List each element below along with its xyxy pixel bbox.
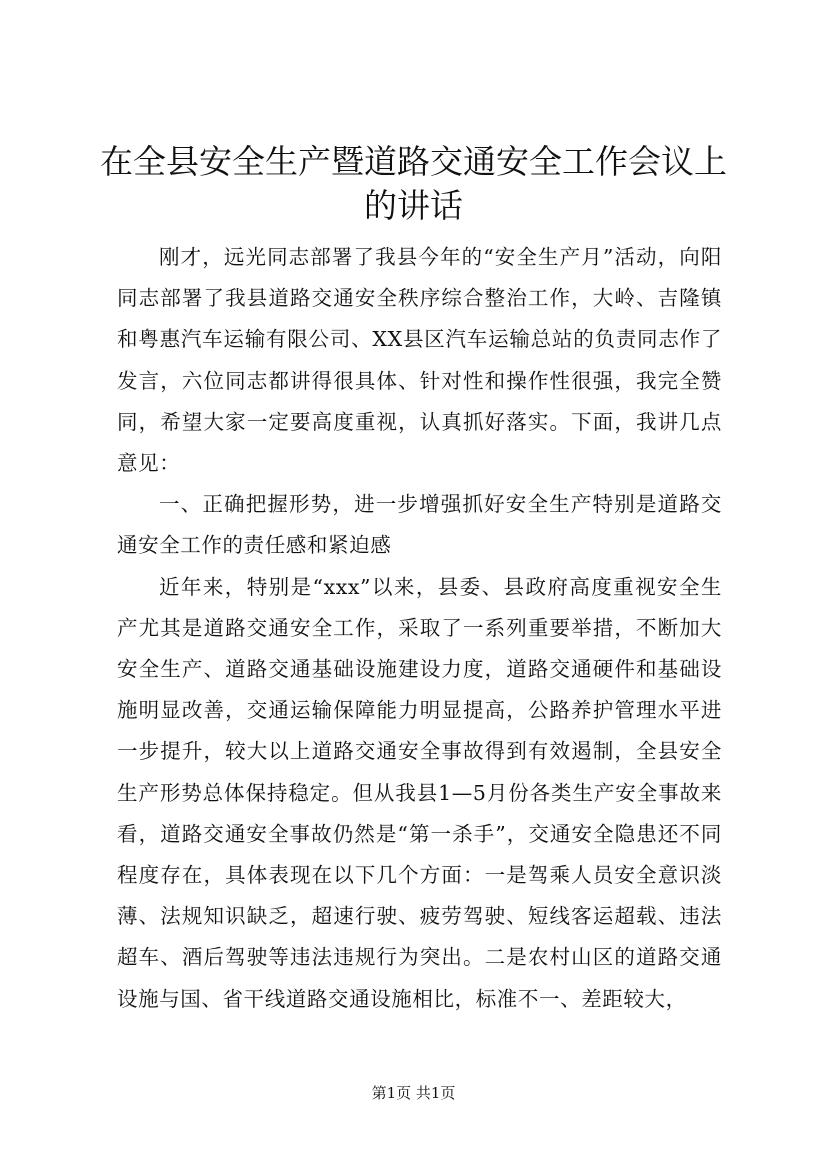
document-title: 在全县安全生产暨道路交通安全工作会议上的讲话 xyxy=(100,142,727,225)
page-footer: 第1页 共1页 xyxy=(371,1084,456,1102)
section-heading-1: 一、正确把握形势，进一步增强抓好安全生产特别是道路交通安全工作的责任感和紧迫感 xyxy=(117,492,722,558)
document-body xyxy=(117,237,722,1020)
paragraph-opening: 刚才，远光同志部署了我县今年的“安全生产月”活动，向阳同志部署了我县道路交通安全秩序综合整治工作，大岭、吉隆镇和粤惠汽车运输有限公司、XX县区汽车运输总站的负责同志作了发言，六位同志都讲得很具体、针对性和操作性很强，我完全赞同，希望大家一定要高度重视，认真抓好落实。下面，我讲几点意见： xyxy=(117,245,722,476)
paragraph-situation: 近年来，特别是“xxx”以来，县委、县政府高度重视安全生产尤其是道路交通安全工作，采取了一系列重要举措，不断加大安全生产、道路交通基础设施建设力度，道路交通硬件和基础设施明显改善，交通运输保障能力明显提高，公路养护管理水平进一步提升，较大以上道路交通安全事故得到有效遏制，全县安全生产形势总体保持稳定。但从我县1—5月份各类生产安全事故来看，道路交通安全事故仍然是“第一杀手”，交通安全隐患还不同程度存在，具体表现在以下几个方面：一是驾乘人员安全意识淡薄、法规知识缺乏，超速行驶、疲劳驾驶、短线客运超载、违法超车、酒后驾驶等违法违规行为突出。二是农村山区的道路交通设施与国、省干线道路交通设施相比，标准不一、差距较大， xyxy=(117,574,722,1011)
